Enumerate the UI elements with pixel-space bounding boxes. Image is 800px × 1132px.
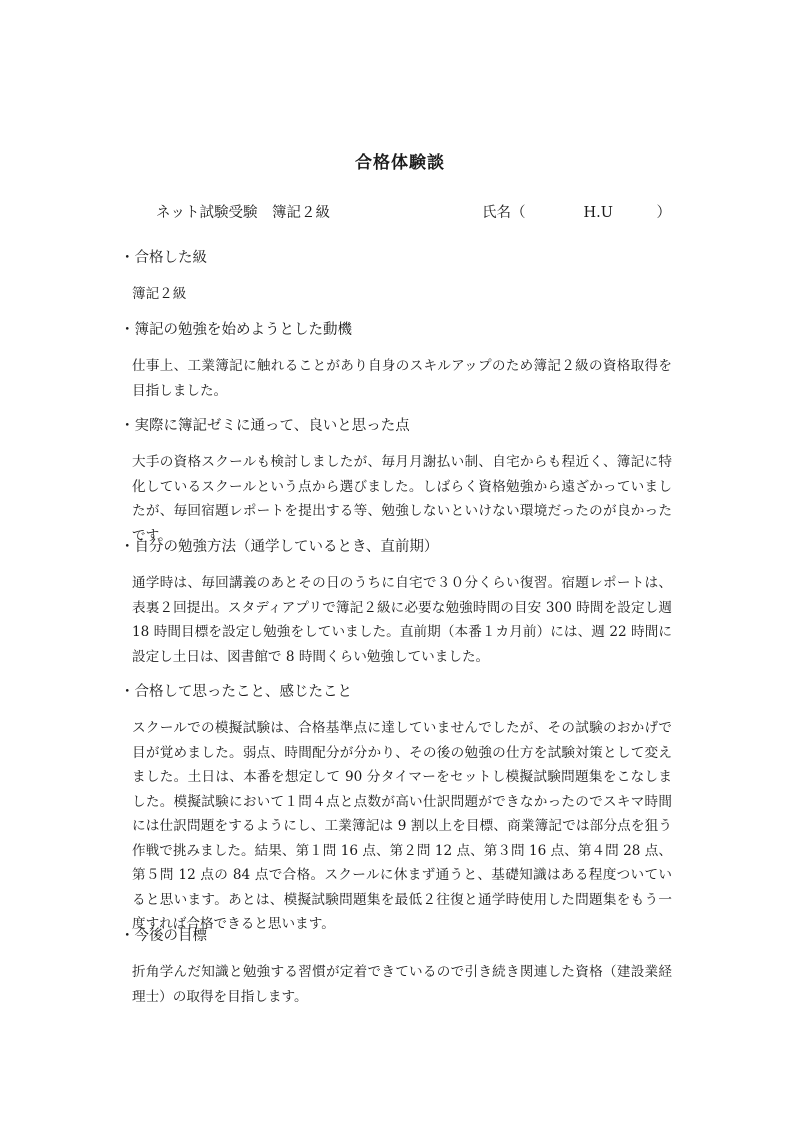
section-body: 大手の資格スクールも検討しましたが、毎月月謝払い制、自宅からも程近く、簿記に特化しているスクールという点から選びました。しばらく資格勉強から遠ざかっていましたが、毎回宿題レポートを提出する等、勉強しないといけない環境だったのが良かったです。 [132, 454, 672, 544]
section-heading: ・合格して思ったこと、感じたこと [120, 684, 352, 700]
section-heading: ・簿記の勉強を始めようとした動機 [120, 322, 352, 338]
applicant-name: 氏名（ H.U ） [482, 205, 671, 221]
section-motivation [120, 320, 680, 403]
section-passed-grade [120, 248, 680, 307]
section-heading: ・実際に簿記ゼミに通って、良いと思った点 [120, 418, 410, 434]
section-body: 仕事上、工業簿記に触れることがあり自身のスキルアップのため簿記２級の資格取得を目指しました。 [132, 358, 672, 399]
section-body: 簿記２級 [132, 286, 187, 302]
exam-info: ネット試験受験 簿記２級 [156, 205, 330, 221]
section-heading: ・自分の勉強方法（通学しているとき、直前期） [120, 539, 439, 555]
section-body: 折角学んだ知識と勉強する習慣が定着できているので引き続き関連した資格（建設業経理士）の取得を目指します。 [132, 964, 672, 1005]
section-body: 通学時は、毎回講義のあとその日のうちに自宅で３０分くらい復習。宿題レポートは、表裏２回提出。スタディアプリで簿記２級に必要な勉強時間の目安 300 時間を設定し週 18 時間目標を設定し勉強をしていました。直前期（本番１カ月前）には、週 22 時間に設定し土日は、図書館で 8 時間くらい勉強していました。 [132, 575, 672, 665]
section-study-method [120, 537, 680, 669]
section-future-goals [120, 926, 680, 1009]
section-heading: ・今後の目標 [120, 928, 207, 944]
section-body: スクールでの模擬試験は、合格基準点に達していませんでしたが、その試験のおかげで目が覚めました。弱点、時間配分が分かり、その後の勉強の仕方を試験対策として変えました。土日は、本番を想定して 90 分タイマーをセットし模擬試験問題集をこなしました。模擬試験において１問４点と点数が高い仕訳問題ができなかったのでスキマ時間には仕訳問題をするようにし、工業簿記は 9 割以上を目標、商業簿記では部分点を狙う作戦で挑みました。結果、第１問 16 点、第２問 12 点、第３問 16 点、第４問 28 点、第５問 12 点の 84 点で合格。スクールに休まず通うと、基礎知識はある程度ついていると思います。あとは、模擬試験問題集を最低２往復と通学時使用した問題集をもう一度すれば合格できると思います。 [132, 720, 672, 932]
page-title: 合格体験談 [355, 153, 445, 173]
section-good-points [120, 416, 680, 548]
section-heading: ・合格した級 [120, 250, 207, 266]
section-reflections [120, 682, 680, 937]
